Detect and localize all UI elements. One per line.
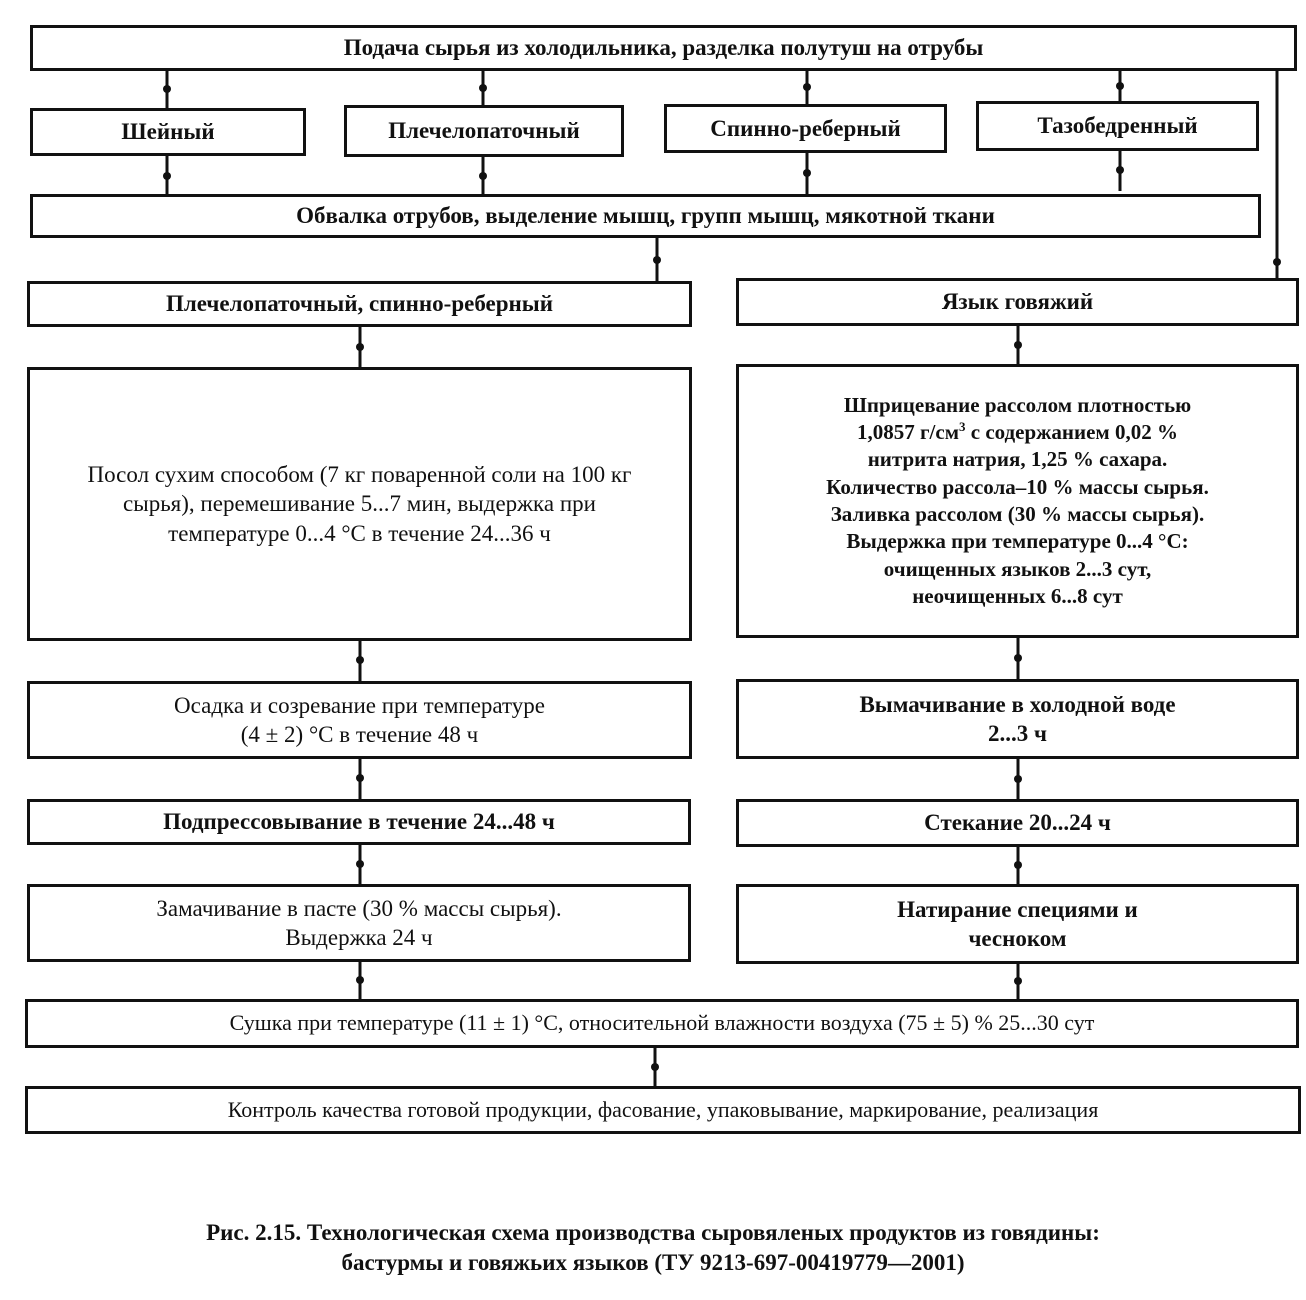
deboning-text: Обвалка отрубов, выделение мышц, групп мышц, мякотной ткани bbox=[296, 203, 995, 229]
right-injection-line-4: нитрита натрия, 1,25 % сахара. bbox=[867, 447, 1168, 472]
left-paste-box bbox=[27, 884, 691, 962]
right-injection-line-1: Шприцевание рассолом плотностью bbox=[843, 392, 1192, 417]
figure-caption bbox=[0, 1218, 1306, 1278]
supply-text: Подача сырья из холодильника, разделка полутуш на отрубы bbox=[343, 35, 984, 61]
right-injection-line-8: очищенных языков 2...3 сут, bbox=[883, 556, 1152, 581]
cut-hip-box bbox=[976, 101, 1259, 151]
left-paste-line-2: Выдержка 24 ч bbox=[285, 925, 433, 950]
left-settling-line-1: Осадка и созревание при температуре bbox=[174, 692, 545, 718]
cut-neck-box bbox=[30, 108, 306, 156]
left-raw-box bbox=[27, 281, 692, 327]
right-spices-line-2: чесноком bbox=[968, 926, 1067, 951]
final-text: Контроль качества готовой продукции, фасование, упаковывание, маркирование, реализация bbox=[227, 1096, 1099, 1122]
right-soaking-line-1: Вымачивание в холодной воде bbox=[859, 691, 1176, 717]
cut-neck-text: Шейный bbox=[121, 119, 215, 145]
drying-box bbox=[25, 999, 1299, 1048]
left-salting-box bbox=[27, 367, 692, 641]
cut-hip-text: Тазобедренный bbox=[1037, 113, 1198, 139]
left-salting-text: Посол сухим способом (7 кг поваренной соли на 100 кг сырья), перемешивание 5...7 мин, выдержка при температуре 0...4 °С в течение 24...36 ч bbox=[87, 461, 632, 546]
caption-line-1: Рис. 2.15. Технологическая схема производства сыровяленых продуктов из говядины: bbox=[206, 1220, 1100, 1245]
drying-text: Сушка при температуре (11 ± 1) °С, относительной влажности воздуха (75 ± 5) % 25...30 сут bbox=[229, 1010, 1095, 1036]
deboning-box bbox=[30, 194, 1261, 238]
right-injection-line-2 bbox=[857, 419, 1178, 446]
left-settling-box bbox=[27, 681, 692, 759]
supply-box bbox=[30, 25, 1297, 71]
right-soaking-line-2: 2...3 ч bbox=[988, 721, 1047, 746]
right-raw-text: Язык говяжий bbox=[941, 289, 1094, 315]
right-injection-line-7: Выдержка при температуре 0...4 °С: bbox=[846, 529, 1189, 554]
right-injection-line-9: неочищенных 6...8 сут bbox=[912, 583, 1123, 608]
right-spices-line-1: Натирание специями и bbox=[897, 896, 1138, 922]
cut-back-rib-text: Спинно-реберный bbox=[710, 115, 901, 141]
right-injection-line-5: Количество рассола–10 % массы сырья. bbox=[826, 474, 1209, 499]
left-raw-text: Плечелопаточный, спинно-реберный bbox=[165, 291, 554, 317]
cut-back-rib-box bbox=[664, 104, 947, 153]
final-box bbox=[25, 1086, 1301, 1134]
right-injection-superscript: 3 bbox=[959, 419, 966, 435]
left-pressing-box bbox=[27, 799, 691, 845]
right-injection-content: с содержанием 0,02 % bbox=[965, 420, 1178, 445]
cut-shoulder-text: Плечелопаточный bbox=[388, 118, 580, 144]
right-injection-density: 1,0857 г/см bbox=[857, 420, 960, 445]
cut-shoulder-box bbox=[344, 105, 624, 157]
right-spices-box bbox=[736, 884, 1299, 964]
right-injection-box bbox=[736, 364, 1299, 638]
left-settling-line-2: (4 ± 2) °С в течение 48 ч bbox=[240, 722, 479, 747]
right-soaking-box bbox=[736, 679, 1299, 759]
left-paste-line-1: Замачивание в пасте (30 % массы сырья). bbox=[156, 895, 562, 921]
caption-line-2: бастурмы и говяжьих языков (ТУ 9213-697-00419779—2001) bbox=[341, 1249, 965, 1275]
left-pressing-text: Подпрессовывание в течение 24...48 ч bbox=[163, 809, 555, 835]
right-draining-text: Стекание 20...24 ч bbox=[924, 810, 1111, 836]
right-draining-box bbox=[736, 799, 1299, 847]
right-injection-line-6: Заливка рассолом (30 % массы сырья). bbox=[830, 502, 1205, 526]
right-raw-box bbox=[736, 278, 1299, 326]
